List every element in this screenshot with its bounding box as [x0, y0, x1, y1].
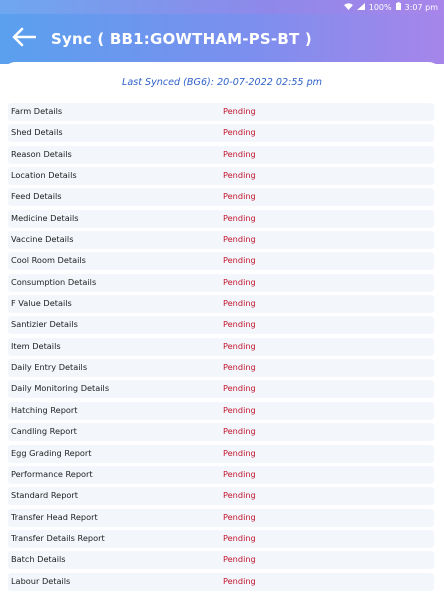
item-label: Hatching Report [11, 404, 78, 415]
app-bar [0, 14, 444, 64]
sync-list [8, 103, 434, 594]
item-label: F Value Details [11, 298, 72, 309]
status-badge: Pending [223, 468, 256, 479]
list-item[interactable] [8, 509, 434, 527]
item-label: Shed Details [11, 127, 63, 138]
item-label: Feed Details [11, 191, 62, 202]
status-badge: Pending [223, 319, 256, 330]
status-badge: Pending [223, 362, 256, 373]
status-badge: Pending [223, 490, 256, 501]
status-badge: Pending [223, 212, 256, 223]
status-badge: Pending [223, 106, 256, 116]
list-item[interactable] [8, 231, 434, 249]
list-item[interactable] [8, 402, 434, 420]
list-item[interactable] [8, 252, 434, 270]
item-label: Santizier Details [11, 319, 78, 330]
list-item[interactable] [8, 274, 434, 292]
sync-panel [0, 62, 444, 592]
status-badge: Pending [223, 511, 256, 522]
item-label: Location Details [11, 170, 77, 181]
list-item[interactable] [8, 359, 434, 377]
list-item[interactable] [8, 188, 434, 206]
list-item[interactable] [8, 210, 434, 228]
list-item[interactable] [8, 530, 434, 548]
item-label: Medicine Details [11, 212, 79, 223]
item-label: Egg Grading Report [11, 447, 92, 458]
list-item[interactable] [8, 445, 434, 463]
item-label: Consumption Details [11, 276, 97, 287]
item-label: Daily Entry Details [11, 362, 88, 373]
status-badge: Pending [223, 148, 256, 159]
battery-icon [396, 2, 401, 12]
battery-percent: 100% [368, 2, 392, 12]
status-badge: Pending [223, 340, 256, 351]
status-badge: Pending [223, 426, 256, 437]
status-badge: Pending [223, 298, 256, 309]
item-label: Cool Room Details [11, 255, 86, 266]
list-item[interactable] [8, 573, 434, 591]
status-badge: Pending [223, 447, 256, 458]
item-label: Transfer Head Report [11, 511, 98, 522]
wifi-icon [344, 3, 353, 12]
status-badge: Pending [223, 532, 256, 543]
item-label: Reason Details [11, 148, 72, 159]
back-button[interactable] [4, 19, 44, 59]
list-item[interactable] [8, 551, 434, 569]
status-badge: Pending [223, 575, 256, 586]
list-item[interactable] [8, 487, 434, 505]
item-label: Item Details [11, 340, 61, 351]
list-item[interactable] [8, 338, 434, 356]
item-label: Batch Details [11, 554, 66, 565]
list-item[interactable] [8, 103, 434, 121]
status-badge: Pending [223, 191, 256, 202]
page-title: Sync ( BB1:GOWTHAM-PS-BT ) [51, 30, 312, 48]
status-badge: Pending [223, 276, 256, 287]
item-label: Standard Report [11, 490, 78, 501]
list-item[interactable] [8, 146, 434, 164]
item-label: Candling Report [11, 426, 77, 437]
list-item[interactable] [8, 466, 434, 484]
list-item[interactable] [8, 124, 434, 142]
status-badge: Pending [223, 127, 256, 138]
status-badge: Pending [223, 404, 256, 415]
back-arrow-icon [12, 27, 36, 51]
item-label: Farm Details [11, 106, 63, 116]
list-item[interactable] [8, 167, 434, 185]
item-label: Transfer Details Report [11, 532, 105, 543]
status-badge: Pending [223, 383, 256, 394]
status-bar [0, 0, 444, 14]
status-badge: Pending [223, 554, 256, 565]
status-badge: Pending [223, 234, 256, 245]
list-item[interactable] [8, 295, 434, 313]
item-label: Daily Monitoring Details [11, 383, 110, 394]
status-badge: Pending [223, 170, 256, 181]
signal-icon [357, 3, 365, 12]
list-item[interactable] [8, 316, 434, 334]
item-label: Performance Report [11, 468, 93, 479]
item-label: Labour Details [11, 575, 71, 586]
list-item[interactable] [8, 423, 434, 441]
last-synced-text: Last Synced (BG6): 20-07-2022 02:55 pm [121, 77, 323, 88]
item-label: Vaccine Details [11, 234, 74, 245]
clock: 3:07 pm [404, 2, 438, 12]
status-badge: Pending [223, 255, 256, 266]
list-item[interactable] [8, 380, 434, 398]
